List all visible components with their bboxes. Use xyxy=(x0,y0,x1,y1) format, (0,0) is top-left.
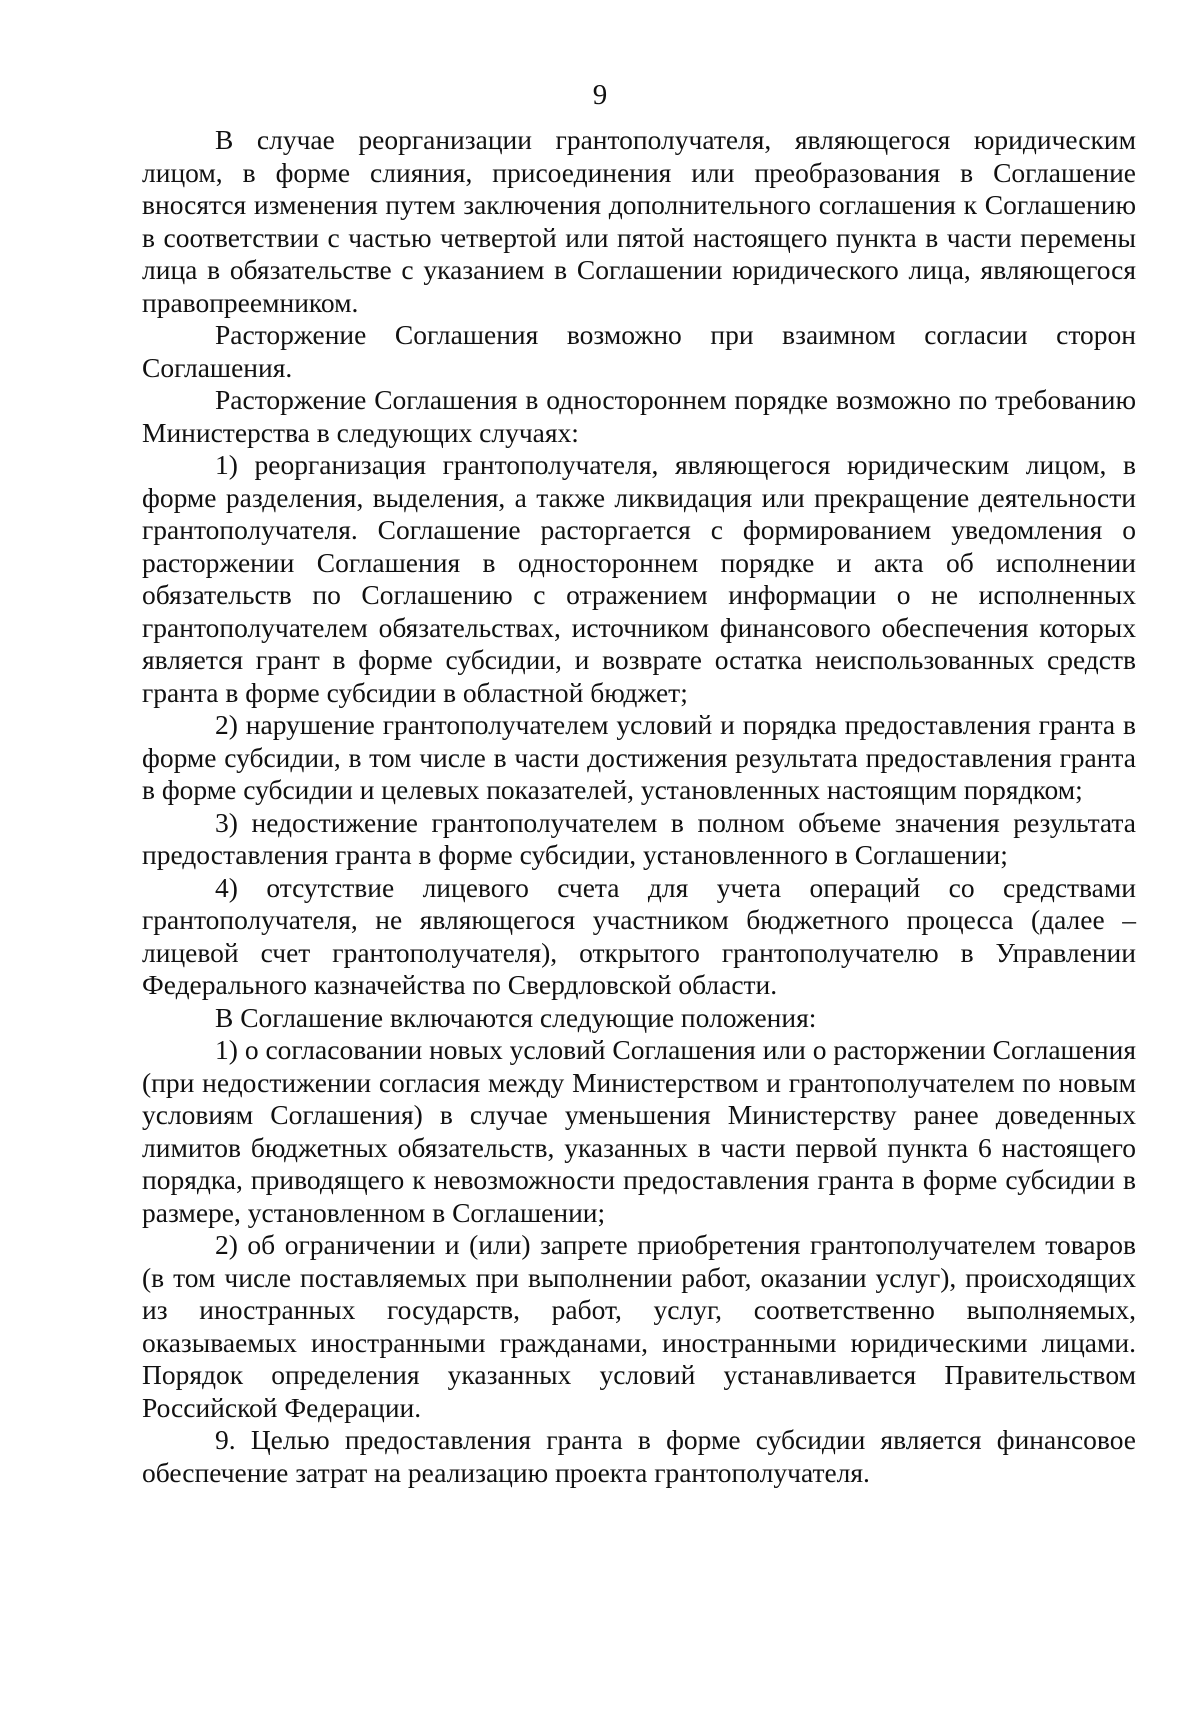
list-item-provision-2: 2) об ограничении и (или) запрете приобретения грантополучателем товаров (в том числе поставляемых при выполнении работ, оказании услуг), происходящих из иностранных государств, работ, услуг, соответственно выполняемых, оказываемых иностранными гражданами, иностранными юридическими лицами. Порядок определения указанных условий устанавливается Правительством Российской Федерации. xyxy=(142,1229,1136,1423)
paragraph-reorganization-merger: В случае реорганизации грантополучателя, являющегося юридическим лицом, в форме слияния, присоединения или преобразования в Соглашение вносятся изменения путем заключения дополнительного соглашения к Соглашению в соответствии с частью четвертой или пятой настоящего пункта в части перемены лица в обязательстве с указанием в Соглашении юридического лица, являющегося правопреемником. xyxy=(142,124,1136,318)
paragraph-agreement-provisions: В Соглашение включаются следующие положения: xyxy=(215,1001,817,1033)
list-item-termination-2: 2) нарушение грантополучателем условий и порядка предоставления гранта в форме субсидии, в том числе в части достижения результата предоставления гранта в форме субсидии и целевых показателей, установленных настоящим порядком; xyxy=(142,709,1136,805)
list-item-termination-4: 4) отсутствие лицевого счета для учета операций со средствами грантополучателя, не являющегося участником бюджетного процесса (далее – лицевой счет грантополучателя), открытого грантополучателю в Управлении Федерального казначейства по Свердловской области. xyxy=(142,871,1136,1000)
list-item-termination-3: 3) недостижение грантополучателем в полном объеме значения результата предоставления гранта в форме субсидии, установленного в Соглашении; xyxy=(142,806,1136,870)
paragraph-mutual-termination: Расторжение Соглашения возможно при взаимном согласии сторон Соглашения. xyxy=(142,319,1136,383)
list-item-provision-1: 1) о согласовании новых условий Соглашения или о расторжении Соглашения (при недостижении согласия между Министерством и грантополучателем по новым условиям Соглашения) в случае уменьшения Министерству ранее доведенных лимитов бюджетных обязательств, указанных в части первой пункта 6 настоящего порядка, приводящего к невозможности предоставления гранта в форме субсидии в размере, установленном в Соглашении; xyxy=(142,1034,1136,1228)
page-number: 9 xyxy=(592,79,608,111)
paragraph-point-9-purpose: 9. Целью предоставления гранта в форме субсидии является финансовое обеспечение затрат на реализацию проекта грантополучателя. xyxy=(142,1424,1136,1488)
paragraph-unilateral-termination: Расторжение Соглашения в одностороннем порядке возможно по требованию Министерства в следующих случаях: xyxy=(142,384,1136,448)
list-item-termination-1: 1) реорганизация грантополучателя, являющегося юридическим лицом, в форме разделения, выделения, а также ликвидация или прекращение деятельности грантополучателя. Соглашение расторгается с формированием уведомления о расторжении Соглашения в одностороннем порядке и акта об исполнении обязательств по Соглашению с отражением информации о не исполненных грантополучателем обязательствах, источником финансового обеспечения которых является грант в форме субсидии, и возврате остатка неиспользованных средств гранта в форме субсидии в областной бюджет; xyxy=(142,449,1136,708)
document-body xyxy=(142,124,1136,1489)
